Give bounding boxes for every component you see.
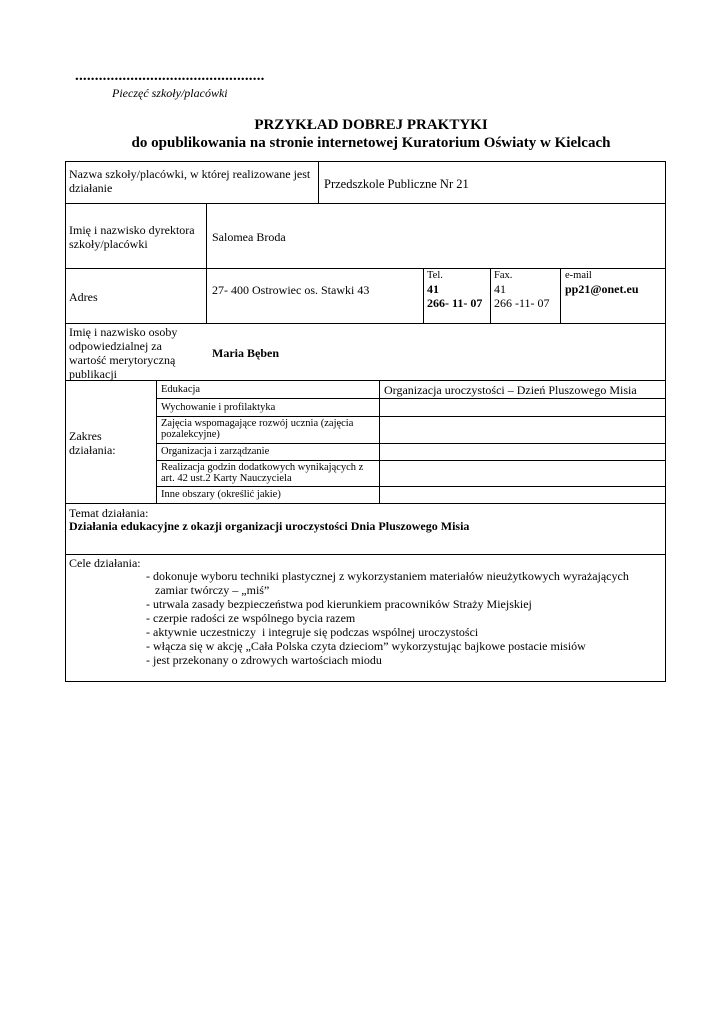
scope-row-divider: [156, 416, 666, 417]
row-divider: [65, 323, 666, 324]
col-divider: [560, 268, 561, 323]
goal-item: - jest przekonany o zdrowych wartościach miodu: [146, 653, 382, 667]
tel-label: Tel.: [427, 270, 443, 281]
email-label: e-mail: [565, 270, 592, 281]
scope-item-label: Organizacja i zarządzanie: [161, 446, 270, 457]
tel-line2: 266- 11- 07: [427, 296, 483, 310]
goals-label: Cele działania:: [69, 556, 141, 570]
director-label: Imię i nazwisko dyrektora szkoły/placówki: [69, 223, 195, 251]
responsible-value: Maria Bęben: [212, 346, 279, 360]
col-divider: [318, 161, 319, 203]
document-title: PRZYKŁAD DOBREJ PRAKTYKI: [254, 117, 488, 133]
scope-item-label: Realizacja godzin dodatkowych wynikających z art. 42 ust.2 Karty Nauczyciela: [161, 462, 364, 484]
goal-item: - włącza się w akcję „Cała Polska czyta dzieciom” wykorzystując bajkowe postacie misiów: [146, 639, 586, 653]
scope-item-label: Zajęcia wspomagające rozwój ucznia (zajęcia pozalekcyjne): [161, 418, 354, 440]
fax-line2: 266 -11- 07: [494, 296, 550, 310]
stamp-caption: Pieczęć szkoły/placówki: [112, 86, 228, 100]
scope-item-label: Wychowanie i profilaktyka: [161, 402, 276, 413]
row-divider: [65, 268, 666, 269]
col-divider: [423, 268, 424, 323]
row-divider: [65, 203, 666, 204]
row-divider: [65, 503, 666, 504]
topic-label: Temat działania:: [69, 506, 149, 520]
school-name-value: Przedszkole Publiczne Nr 21: [324, 177, 469, 191]
col-divider: [490, 268, 491, 323]
goal-item: zamiar twórczy – „miś”: [146, 583, 270, 597]
scope-row-divider: [156, 443, 666, 444]
stamp-dots: ................................................: [75, 68, 265, 84]
fax-label: Fax.: [494, 270, 513, 281]
scope-row-divider: [156, 460, 666, 461]
document-subtitle: do opublikowania na stronie internetowej Kuratorium Oświaty w Kielcach: [131, 135, 611, 151]
fax-line1: 41: [494, 282, 506, 296]
director-value: Salomea Broda: [212, 230, 286, 244]
scope-item-value: Organizacja uroczystości – Dzień Pluszowego Misia: [384, 383, 637, 397]
scope-row-divider: [156, 398, 666, 399]
topic-value: Działania edukacyjne z okazji organizacji uroczystości Dnia Pluszowego Misia: [69, 519, 470, 533]
scope-label: Zakres działania:: [69, 429, 116, 457]
tel-line1: 41: [427, 282, 439, 296]
scope-row-divider: [156, 486, 666, 487]
scope-item-label: Inne obszary (określić jakie): [161, 489, 281, 500]
responsible-label: Imię i nazwisko osoby odpowiedzialnej za wartość merytoryczną publikacji: [69, 325, 178, 381]
col-divider: [206, 203, 207, 323]
goal-item: - dokonuje wyboru techniki plastycznej z wykorzystaniem materiałów nieużytkowych wyrażających: [146, 569, 629, 583]
email-value: pp21@onet.eu: [565, 282, 639, 296]
address-label: Adres: [69, 290, 98, 304]
school-name-label: Nazwa szkoły/placówki, w której realizowane jest działanie: [69, 167, 311, 195]
goal-item: - czerpie radości ze wspólnego bycia razem: [146, 611, 356, 625]
address-value: 27- 400 Ostrowiec os. Stawki 43: [212, 283, 370, 297]
goal-item: - utrwala zasady bezpieczeństwa pod kierunkiem pracowników Straży Miejskiej: [146, 597, 532, 611]
row-divider: [65, 554, 666, 555]
goal-item: - aktywnie uczestniczy i integruje się podczas wspólnej uroczystości: [146, 625, 479, 639]
scope-item-label: Edukacja: [161, 384, 201, 395]
